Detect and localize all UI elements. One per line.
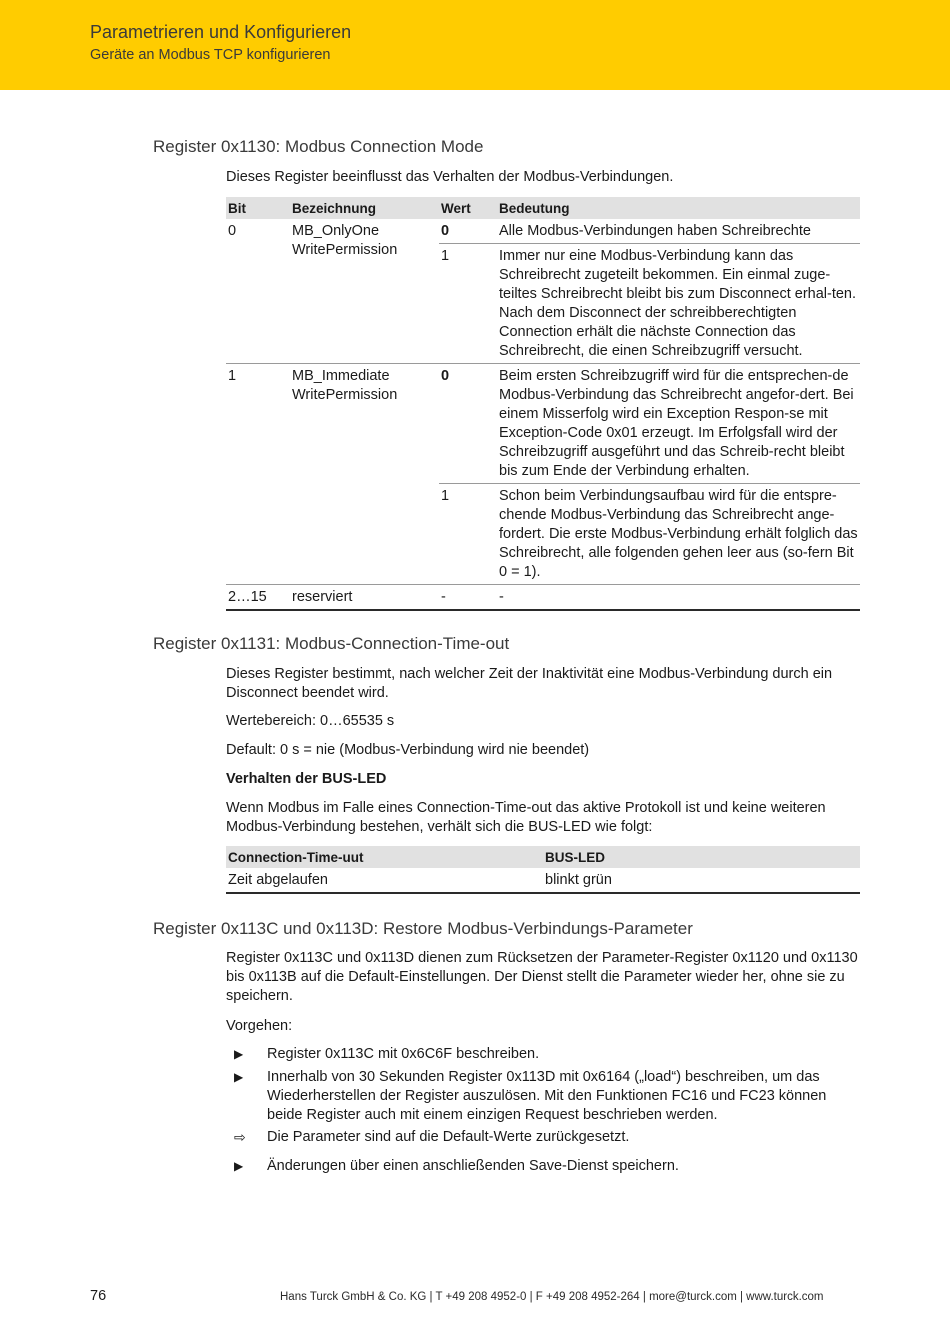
table-cell-value: 1	[439, 484, 497, 585]
table-cell-meaning: Immer nur eine Modbus-Verbindung kann das Schreibrecht zugeteilt bekommen. Ein einmal zuge-teiltes Schreibrecht bleibt bis zum Disconnect erhal-ten. Nach dem Disconnect der schreibberechtigten Connection erhält die nächste Connection das Schreibrecht, die einen Schreibzugriff versucht.	[497, 244, 860, 364]
name-line: WritePermission	[292, 387, 398, 403]
table-cell-bit: 1	[226, 364, 290, 585]
value-range-text: Wertebereich: 0…65535 s	[226, 713, 395, 729]
column-header: Bezeichnung	[290, 197, 439, 219]
table-cell-value: 0	[441, 223, 450, 239]
connection-mode-table	[226, 197, 860, 611]
table-cell-meaning: Beim ersten Schreibzugriff wird für die entsprechen-de Modbus-Verbindung das Schreibrecht angefor-dert. Bei einem Misserfolg wird ein Exception Respon-se mit Exception-Code 0x01 erzeugt. Im Erfolgsfall wird der Schreibzugriff ausgeführt und das Schreib-recht bleibt bis zum Ende der Verbindung erhalten.	[497, 364, 860, 484]
name-line: MB_OnlyOne	[292, 223, 380, 239]
section-intro-timeout: Dieses Register bestimmt, nach welcher Zeit der Inaktivität eine Modbus-Verbindung durch ein Disconnect beendet wird.	[226, 666, 833, 701]
table-cell-bit: 0	[228, 223, 237, 239]
section-heading-timeout: Register 0x1131: Modbus-Connection-Time-out	[153, 634, 510, 653]
table-header-row	[226, 846, 860, 868]
bus-led-text: Wenn Modbus im Falle eines Connection-Time-out das aktive Protokoll ist und keine weiteren Modbus-Verbindung bestehen, verhält sich die BUS-LED wie folgt:	[226, 800, 826, 835]
list-item-text: Änderungen über einen anschließenden Save-Dienst speichern.	[267, 1158, 679, 1174]
column-header: Connection-Time-uut	[226, 846, 543, 868]
triangle-bullet-icon: ▶	[234, 1047, 244, 1061]
table-cell: blinkt grün	[543, 868, 860, 893]
table-row	[226, 219, 860, 244]
table-cell-name	[290, 219, 439, 364]
section-heading-restore: Register 0x113C und 0x113D: Restore Modbus-Verbindungs-Parameter	[153, 919, 693, 938]
table-cell-meaning: -	[497, 585, 860, 611]
table-row	[226, 868, 860, 893]
table-cell-meaning: Alle Modbus-Verbindungen haben Schreibrechte	[499, 223, 811, 239]
section-intro-connection-mode: Dieses Register beeinflusst das Verhalten der Modbus-Verbindungen.	[226, 169, 674, 185]
table-header-row	[226, 197, 860, 219]
table-cell-name: reserviert	[290, 585, 439, 611]
list-item-text: Die Parameter sind auf die Default-Werte zurückgesetzt.	[267, 1129, 630, 1145]
bus-led-subheading: Verhalten der BUS-LED	[226, 771, 387, 787]
table-cell-value: 1	[439, 244, 497, 364]
table-cell-value: -	[439, 585, 497, 611]
header-subtitle: Geräte an Modbus TCP konfigurieren	[90, 47, 331, 63]
table-cell-bit: 2…15	[226, 585, 290, 611]
table-cell: Zeit abgelaufen	[226, 868, 543, 893]
table-row	[226, 585, 860, 611]
column-header: Wert	[439, 197, 497, 219]
section-heading-connection-mode: Register 0x1130: Modbus Connection Mode	[153, 137, 484, 156]
page-number: 76	[90, 1288, 107, 1304]
table-row	[226, 364, 860, 484]
triangle-bullet-icon: ▶	[234, 1070, 244, 1084]
default-text: Default: 0 s = nie (Modbus-Verbindung wird nie beendet)	[226, 742, 590, 758]
list-item-text: Innerhalb von 30 Sekunden Register 0x113D mit 0x6164 („load“) beschreiben, um das Wiederherstellen der Register auszulösen. Mit den Funktionen FC16 und FC23 können beide Register auch mit einem einzigen Request beschrieben werden.	[267, 1069, 827, 1123]
result-arrow-icon: ⇨	[234, 1129, 246, 1145]
table-cell-meaning: Schon beim Verbindungsaufbau wird für die entspre-chende Modbus-Verbindung das Schreibrecht ange-fordert. Die erste Modbus-Verbindung erhält folglich das Schreibrecht, alle folgenden gehen leer aus (so-fern Bit 0 = 1).	[497, 484, 860, 585]
bus-led-table	[226, 846, 860, 894]
section-intro-restore: Register 0x113C und 0x113D dienen zum Rücksetzen der Parameter-Register 0x1120 und 0x1130 bis 0x113B auf die Default-Einstellungen. Der Dienst stellt die Parameter wieder her, ohne sie zu speichern.	[226, 950, 858, 1004]
table-cell-value: 0	[439, 364, 497, 484]
column-header: Bit	[226, 197, 290, 219]
procedure-label: Vorgehen:	[226, 1018, 293, 1034]
list-item-text: Register 0x113C mit 0x6C6F beschreiben.	[267, 1046, 540, 1062]
footer-company-info: Hans Turck GmbH & Co. KG | T +49 208 4952-0 | F +49 208 4952-264 | more@turck.com | www.turck.com	[280, 1291, 824, 1303]
name-line: MB_Immediate	[292, 368, 390, 384]
table-cell-name	[290, 364, 439, 585]
column-header: BUS-LED	[543, 846, 860, 868]
page-header	[0, 0, 950, 90]
triangle-bullet-icon: ▶	[234, 1159, 244, 1173]
column-header: Bedeutung	[497, 197, 860, 219]
name-line: WritePermission	[292, 242, 398, 258]
header-title: Parametrieren und Konfigurieren	[90, 22, 352, 42]
